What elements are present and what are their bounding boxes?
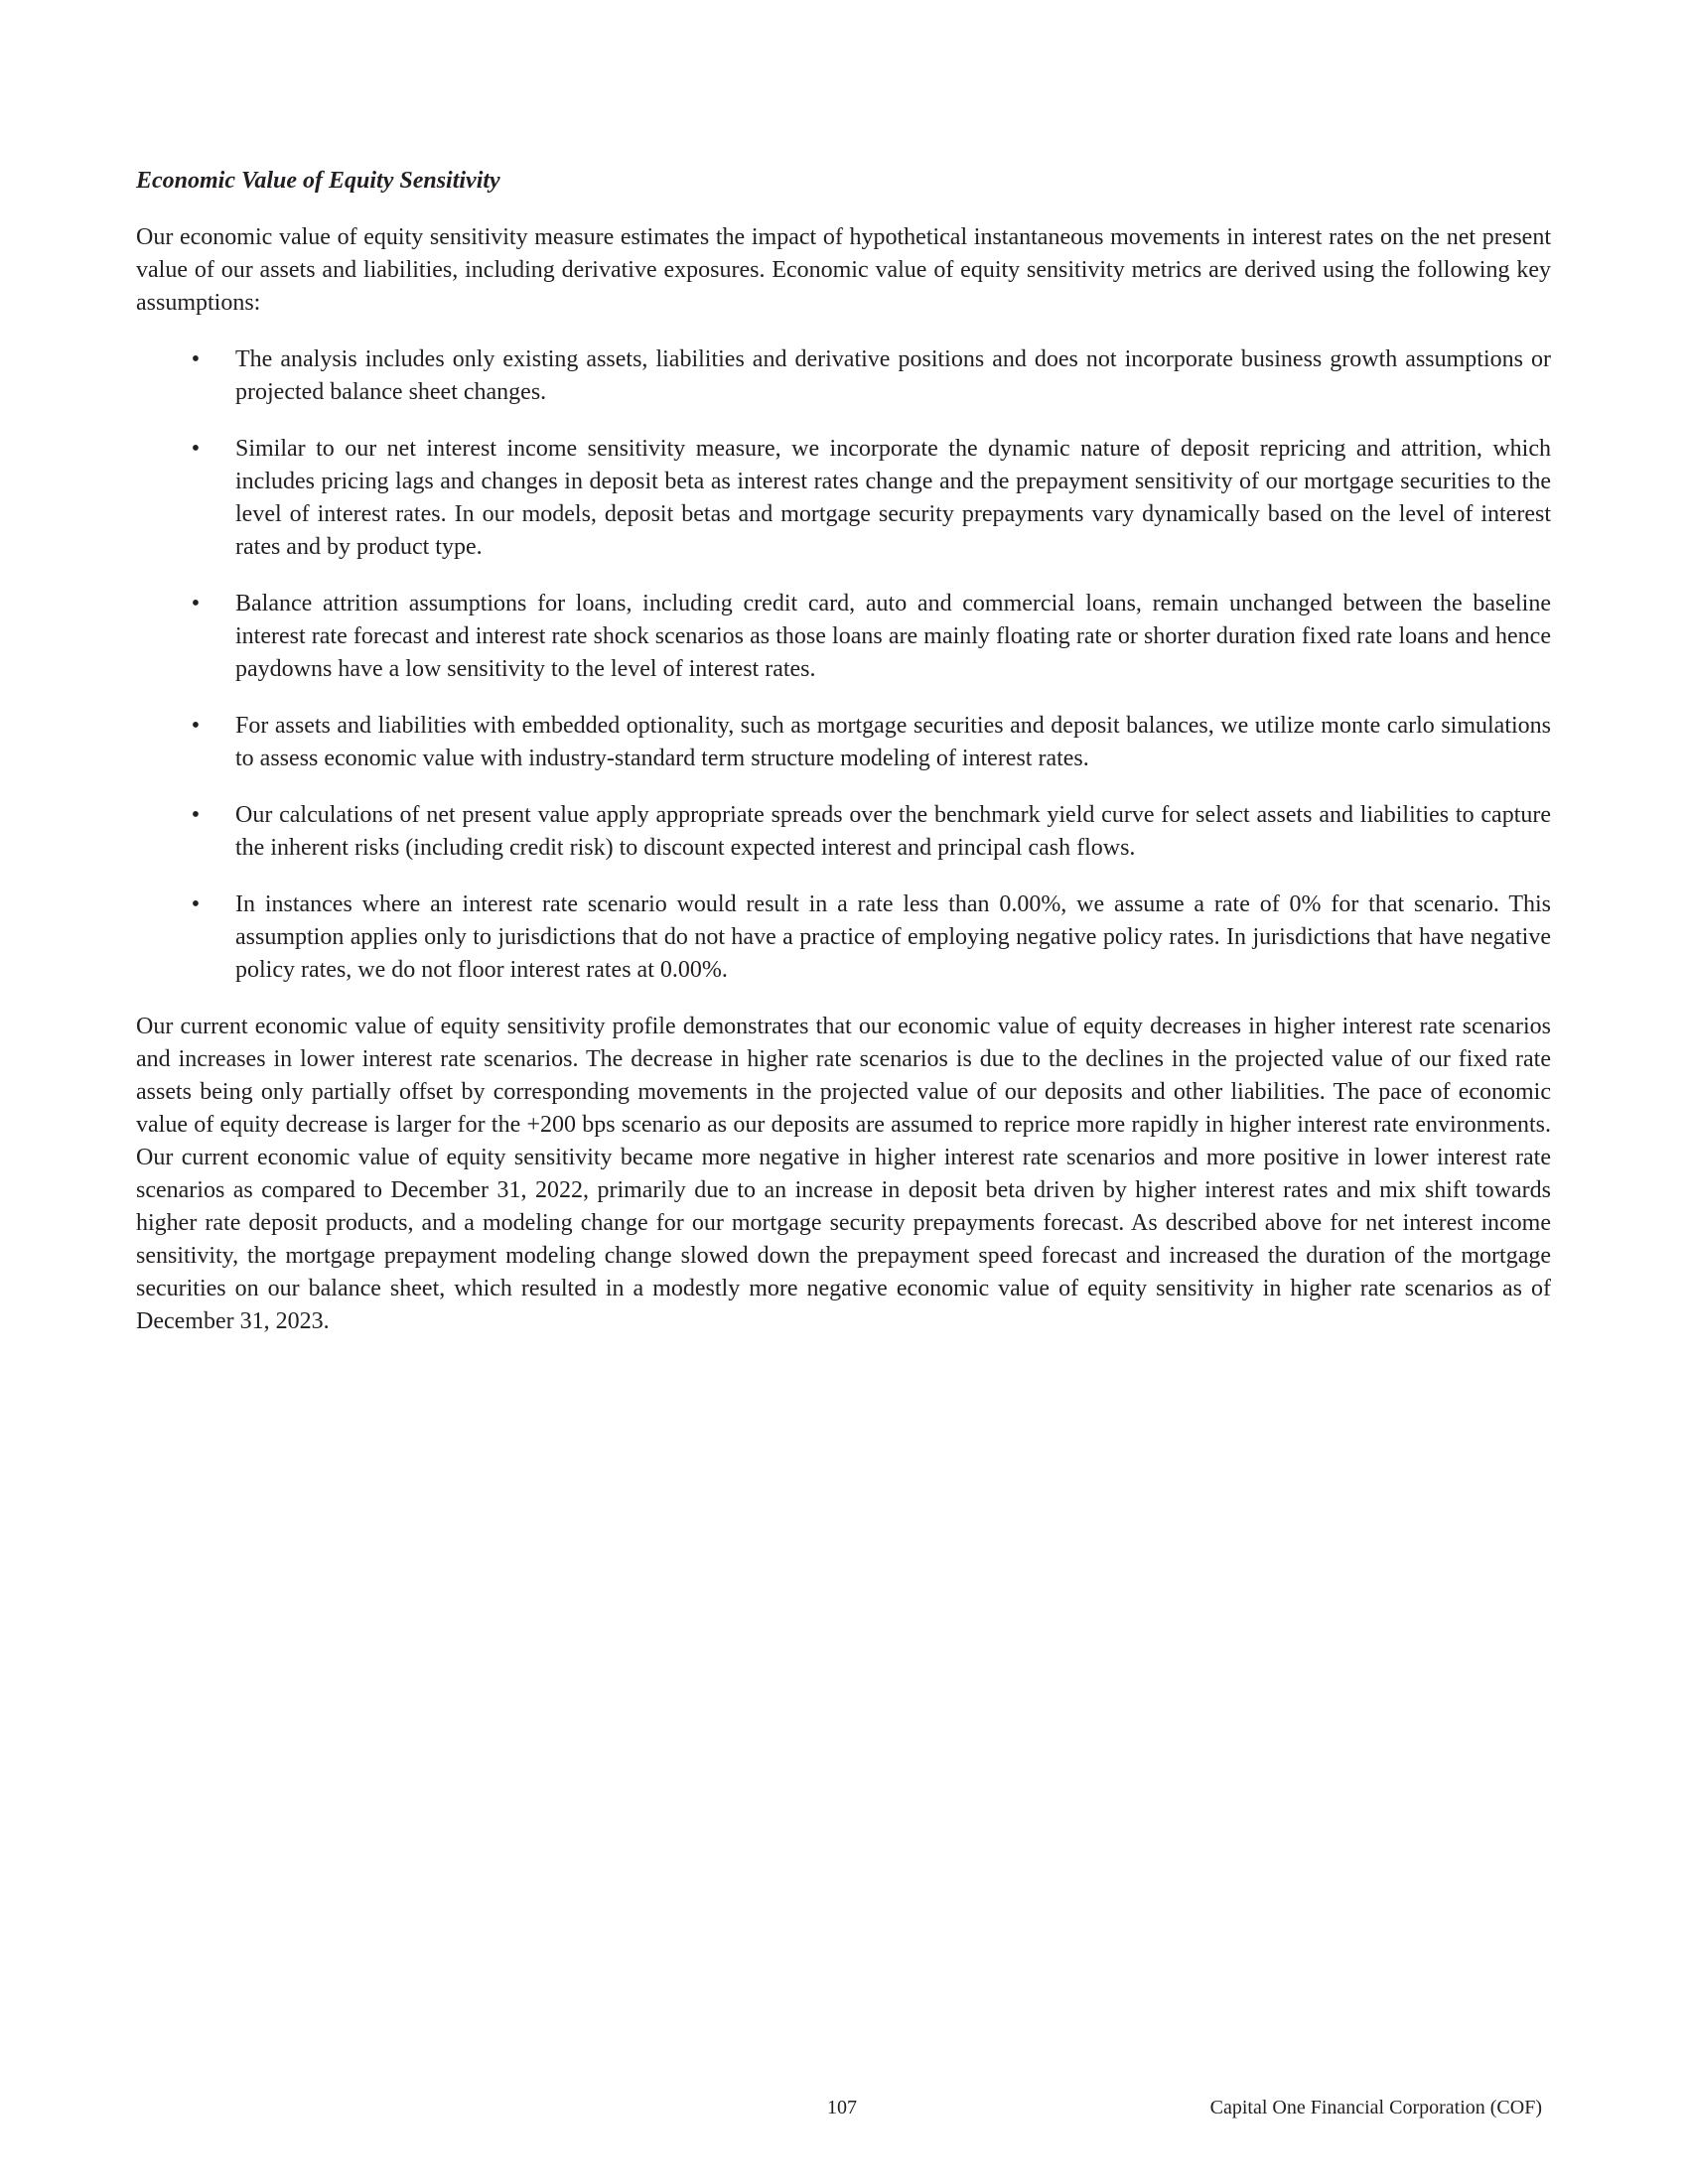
list-item — [136, 433, 1551, 564]
page-number: 107 — [827, 2097, 857, 2118]
bullet-icon: • — [191, 346, 201, 372]
conclusion-paragraph: Our current economic value of equity sensitivity profile demonstrates that our economic value of equity decreases in higher interest rate scenarios and increases in lower interest rate scenarios. The decrease in higher rate scenarios is due to the declines in the projected value of our fixed rate assets being only partially offset by corresponding movements in the projected value of our deposits and other liabilities. The pace of economic value of equity decrease is larger for the +200 bps scenario as our deposits are assumed to reprice more rapidly in higher interest rate environments. Our current economic value of equity sensitivity became more negative in higher interest rate scenarios and more positive in lower interest rate scenarios as compared to December 31, 2022, primarily due to an increase in deposit beta driven by higher interest rates and mix shift towards higher rate deposit products, and a modeling change for our mortgage security prepayments forecast. As described above for net interest income sensitivity, the mortgage prepayment modeling change slowed down the prepayment speed forecast and increased the duration of the mortgage securities on our balance sheet, which resulted in a modestly more negative economic value of equity sensitivity in higher rate scenarios as of December 31, 2023. — [136, 1014, 1551, 1334]
bullet-icon: • — [191, 802, 201, 828]
bullet-icon: • — [191, 891, 201, 917]
list-item-text: Similar to our net interest income sensitivity measure, we incorporate the dynamic nature of deposit repricing and attrition, which includes pricing lags and changes in deposit beta as interest rates change and the prepayment sensitivity of our mortgage securities to the level of interest rates. In our models, deposit betas and mortgage security prepayments vary dynamically based on the level of interest rates and by product type. — [235, 436, 1551, 560]
list-item-text: For assets and liabilities with embedded optionality, such as mortgage securities and deposit balances, we utilize monte carlo simulations to assess economic value with industry-standard term structure modeling of interest rates. — [235, 713, 1551, 771]
list-item-text: In instances where an interest rate scenario would result in a rate less than 0.00%, we assume a rate of 0% for that scenario. This assumption applies only to jurisdictions that do not have a practice of employing negative policy rates. In jurisdictions that have negative policy rates, we do not floor interest rates at 0.00%. — [235, 891, 1551, 983]
list-item — [136, 588, 1551, 686]
bullet-icon: • — [191, 436, 201, 462]
section-heading: Economic Value of Equity Sensitivity — [136, 168, 500, 194]
list-item-text: The analysis includes only existing assets, liabilities and derivative positions and does not incorporate business growth assumptions or projected balance sheet changes. — [235, 346, 1551, 405]
list-item — [136, 343, 1551, 409]
assumptions-list — [136, 343, 1551, 987]
list-item — [136, 799, 1551, 865]
bullet-icon: • — [191, 713, 201, 739]
intro-paragraph: Our economic value of equity sensitivity measure estimates the impact of hypothetical instantaneous movements in interest rates on the net present value of our assets and liabilities, including derivative exposures. Economic value of equity sensitivity metrics are derived using the following key assumptions: — [136, 224, 1551, 316]
list-item-text: Balance attrition assumptions for loans, including credit card, auto and commercial loans, remain unchanged between the baseline interest rate forecast and interest rate shock scenarios as those loans are mainly floating rate or shorter duration fixed rate loans and hence paydowns have a low sensitivity to the level of interest rates. — [235, 591, 1551, 682]
list-item — [136, 710, 1551, 775]
list-item — [136, 888, 1551, 987]
document-page — [136, 165, 1551, 1362]
bullet-icon: • — [191, 591, 201, 616]
footer-company-name: Capital One Financial Corporation (COF) — [1209, 2097, 1542, 2118]
list-item-text: Our calculations of net present value apply appropriate spreads over the benchmark yield curve for select assets and liabilities to capture the inherent risks (including credit risk) to discount expected interest and principal cash flows. — [235, 802, 1551, 861]
